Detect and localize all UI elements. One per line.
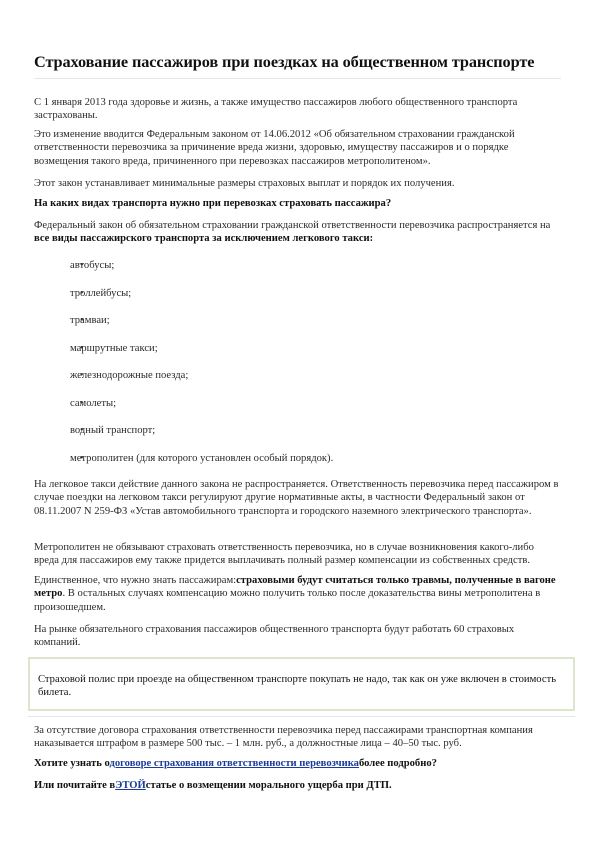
question-heading: На каких видах транспорта нужно при перевозках страховать пассажира?: [34, 198, 392, 209]
more-suffix: более подробно?: [358, 758, 437, 769]
list-item: • самолеты;: [34, 390, 554, 418]
only-paragraph: [34, 574, 559, 614]
applies-paragraph: [34, 219, 559, 246]
only-rest: . В остальных случаях компенсацию можно получить только после доказательства вины метрополитена в произошедшем.: [34, 588, 541, 613]
only-intro: Единственное, что нужно знать пассажирам:: [34, 575, 237, 586]
list-item: • железнодорожные поезда;: [34, 362, 554, 390]
intro-paragraph: С 1 января 2013 года здоровье и жизнь, а также имущество пассажиров любого общественного транспорта застрахованы.: [34, 97, 518, 122]
title-divider: [34, 78, 561, 79]
read-prefix: Или почитайте в: [34, 780, 116, 791]
more-line: [34, 757, 559, 770]
list-item: • трамваи;: [34, 307, 554, 335]
list-item: • автобусы;: [34, 252, 554, 280]
note-box: Страховой полис при проезде на общественном транспорте покупать не надо, так как он уже включен в стоимость билета.: [28, 657, 575, 711]
list-item: • водный транспорт;: [34, 417, 554, 445]
this-article-link[interactable]: ЭТОЙ: [115, 780, 146, 791]
applies-bold: все виды пассажирского транспорта за исключением легкового такси:: [34, 233, 374, 245]
metro-paragraph: Метрополитен не обязывают страховать ответственность перевозчика, но в случае возникновения какого-либо вреда для пассажиров ему также придется выплачивать полный размер компенсации из собственных средств.: [34, 542, 534, 567]
page-title: Страхование пассажиров при поездках на общественном транспорте: [34, 52, 535, 71]
read-line: [34, 779, 559, 792]
transport-list: [34, 252, 554, 472]
law-sets-paragraph: Этот закон устанавливает минимальные размеры страховых выплат и порядок их получения.: [34, 178, 455, 189]
list-item: • маршрутные такси;: [34, 335, 554, 363]
taxi-paragraph: На легковое такси действие данного закона не распространяется. Ответственность перевозчика перед пассажиром в случае поездки на легковом такси регулируют другие нормативные акты, в частности Федеральный закон от 08.11.2007 N 259-ФЗ «Устав автомобильного транспорта и городского наземного электрического транспорта».: [34, 479, 559, 517]
law-paragraph: Это изменение вводится Федеральным законом от 14.06.2012 «Об обязательном страховании гражданской ответственности перевозчика за причинение вреда жизни, здоровью, имуществу пассажиров и о порядке возмещения такого вреда, причиненного при перевозках пассажиров метрополитеном».: [34, 129, 515, 167]
companies-paragraph: На рынке обязательного страхования пассажиров общественного транспорта будут работать 60 страховых компаний.: [34, 624, 515, 649]
read-suffix: статье о возмещении морального ущерба при ДТП.: [145, 780, 392, 791]
penalty-paragraph: За отсутствие договора страхования ответственности перевозчика перед пассажирами транспортная компания наказывается штрафом в размере 500 тыс. – 1 млн. руб., а должностные лица – 40–50 тыс. руб.: [34, 725, 533, 750]
list-item: • троллейбусы;: [34, 280, 554, 308]
note-divider: [28, 716, 575, 717]
list-item: • метрополитен (для которого установлен особый порядок).: [34, 445, 554, 473]
insurance-contract-link[interactable]: договоре страхования ответственности перевозчика: [109, 758, 359, 769]
only-bold: страховыми будут считаться только травмы, полученные в вагоне метро: [34, 575, 556, 600]
more-prefix: Хотите узнать о: [34, 758, 110, 769]
applies-text: Федеральный закон об обязательном страховании гражданской ответственности перевозчика распространяется на: [34, 220, 551, 231]
